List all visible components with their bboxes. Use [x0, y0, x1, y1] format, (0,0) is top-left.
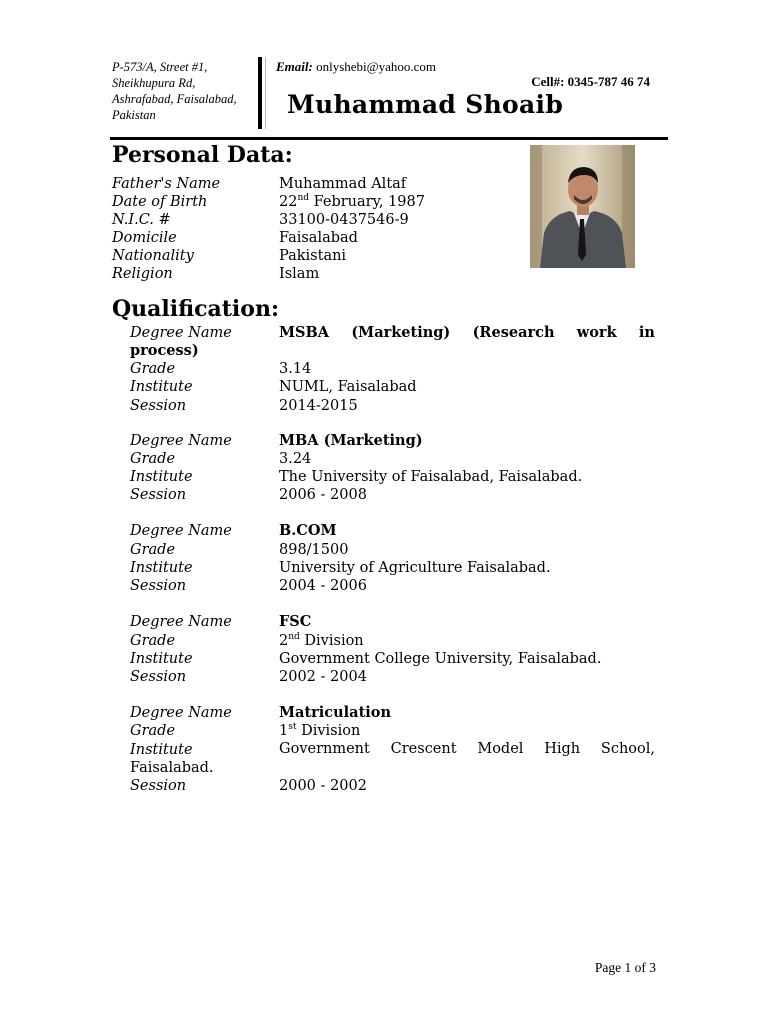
header-rule — [110, 137, 668, 140]
fathers-name-row — [112, 175, 220, 193]
matric-degree: Matriculation — [279, 704, 391, 721]
bcom-institute: University of Agriculture Faisalabad. — [279, 560, 551, 576]
address-line: Ashrafabad, Faisalabad, — [112, 92, 237, 106]
dob-value — [279, 193, 425, 211]
session-label: Session — [130, 578, 187, 594]
matric-institute — [279, 741, 655, 757]
address-block — [112, 59, 254, 123]
mba-institute: The University of Faisalabad, Faisalabad. — [279, 469, 583, 485]
email-value[interactable]: onlyshebi@yahoo.com — [316, 59, 437, 74]
fsc-grade — [279, 632, 364, 650]
candidate-name: Muhammad Shoaib — [287, 90, 564, 119]
degree-label: Degree Name — [130, 433, 232, 449]
qualification-heading: Qualification: — [112, 296, 280, 322]
mba-session: 2006 - 2008 — [279, 487, 367, 503]
degree-label: Degree Name — [130, 614, 232, 630]
session-label: Session — [130, 487, 187, 503]
nic-label: N.I.C. # — [112, 212, 171, 228]
session-label: Session — [130, 669, 187, 685]
nic-value: 33100-0437546-9 — [279, 212, 409, 228]
grade-label: Grade — [130, 633, 176, 649]
matric-institute-cont: Faisalabad. — [130, 760, 214, 776]
fathers-name-label: Father's Name — [112, 176, 221, 192]
institute-label: Institute — [130, 379, 193, 395]
degree-label: Degree Name — [130, 325, 232, 341]
domicile-label: Domicile — [112, 230, 177, 246]
grade-division: Division — [296, 723, 361, 739]
msba-degree-cont: process) — [130, 342, 199, 359]
institute-word: High — [544, 741, 581, 757]
fathers-name-value: Muhammad Altaf — [279, 176, 407, 192]
page-number: Page 1 of 3 — [594, 960, 656, 975]
bcom-session: 2004 - 2006 — [279, 578, 367, 594]
degree-label: Degree Name — [130, 523, 232, 539]
dob-day: 22 — [279, 194, 298, 210]
institute-word: School, — [600, 741, 655, 757]
session-label: Session — [130, 398, 187, 414]
religion-label: Religion — [112, 266, 173, 282]
religion-value: Islam — [279, 266, 320, 282]
bcom-grade: 898/1500 — [279, 542, 349, 558]
header-divider — [258, 57, 262, 129]
dob-suffix: nd — [297, 193, 310, 204]
grade-suffix: nd — [288, 632, 300, 643]
grade-division: Division — [299, 633, 364, 649]
degree-label: Degree Name — [130, 705, 232, 721]
fsc-degree: FSC — [279, 613, 312, 630]
session-label: Session — [130, 778, 187, 794]
address-line: Sheikhupura Rd, — [112, 76, 196, 90]
degree-word: in — [638, 324, 655, 341]
domicile-value: Faisalabad — [279, 230, 358, 246]
mba-degree: MBA (Marketing) — [279, 432, 423, 449]
degree-word: MSBA — [279, 324, 330, 341]
grade-number: 1 — [279, 723, 289, 739]
degree-word: (Research — [472, 324, 555, 341]
grade-label: Grade — [130, 723, 176, 739]
msba-degree — [279, 324, 655, 341]
dob-month-year: February, 1987 — [309, 194, 425, 210]
nationality-label: Nationality — [112, 248, 194, 264]
institute-word: Crescent — [390, 741, 457, 757]
grade-label: Grade — [130, 542, 176, 558]
degree-word: (Marketing) — [351, 324, 451, 341]
personal-data-heading: Personal Data: — [112, 142, 293, 168]
matric-grade — [279, 722, 360, 740]
degree-word: work — [576, 324, 617, 341]
grade-label: Grade — [130, 451, 176, 467]
grade-label: Grade — [130, 361, 176, 377]
matric-session: 2000 - 2002 — [279, 778, 367, 794]
cell-number: Cell#: 0345-787 46 74 — [531, 74, 650, 89]
email — [276, 59, 436, 75]
profile-photo — [530, 145, 635, 268]
institute-label: Institute — [130, 560, 193, 576]
grade-suffix: st — [288, 722, 297, 733]
fsc-session: 2002 - 2004 — [279, 669, 367, 685]
msba-grade: 3.14 — [279, 361, 312, 377]
nationality-value: Pakistani — [279, 248, 347, 264]
institute-word: Government — [279, 741, 370, 757]
msba-institute: NUML, Faisalabad — [279, 379, 417, 395]
email-label: Email: — [276, 59, 313, 74]
address-line: P-573/A, Street #1, — [112, 60, 208, 74]
institute-label: Institute — [130, 742, 193, 758]
msba-session: 2014-2015 — [279, 398, 358, 414]
institute-label: Institute — [130, 651, 193, 667]
header-divider-shadow — [265, 57, 266, 129]
fsc-institute: Government College University, Faisalabad. — [279, 651, 602, 667]
institute-label: Institute — [130, 469, 193, 485]
bcom-degree: B.COM — [279, 522, 337, 539]
institute-word: Model — [477, 741, 524, 757]
address-line: Pakistan — [112, 108, 156, 122]
dob-label: Date of Birth — [112, 194, 208, 210]
grade-number: 2 — [279, 633, 289, 649]
mba-grade: 3.24 — [279, 451, 312, 467]
